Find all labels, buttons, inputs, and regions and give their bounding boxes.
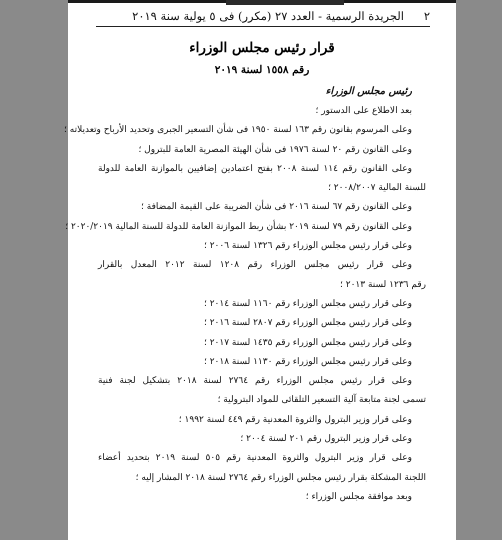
preamble-line: بعد الاطلاع على الدستور ؛ (315, 106, 412, 116)
preamble-line: وعلى قرار رئيس مجلس الوزراء رقم ١٢٠٨ لسنة ٢٠١٢ المعدل بالقرار (98, 260, 412, 271)
preamble-line: وعلى قرار وزير البترول والثروة المعدنية رقم ٤٤٩ لسنة ١٩٩٢ ؛ (178, 414, 412, 425)
preamble-line: وعلى القانون رقم ٦٧ لسنة ٢٠١٦ فى شأن الضريبة على القيمة المضافة ؛ (141, 202, 412, 213)
preamble-line: وعلى قرار رئيس مجلس الوزراء رقم ١٤٣٥ لسنة ٢٠١٧ ؛ (203, 337, 412, 348)
preamble-line-continuation: اللجنة المشكلة بقرار رئيس مجلس الوزراء رقم ٢٧٦٤ لسنة ٢٠١٨ المشار إليه ؛ (135, 472, 426, 483)
overlay-banner (226, 0, 344, 5)
preamble-line: وعلى القانون رقم ٧٩ لسنة ٢٠١٩ بشأن ربط الموازنة العامة للدولة للسنة المالية ٢٠٢٠/٢٠١٩ ؛ (65, 221, 412, 232)
decree-title: قرار رئيس مجلس الوزراء (189, 40, 335, 56)
gazette-issue-line: الجريدة الرسمية - العدد ٢٧ (مكرر) فى ٥ يولية سنة ٢٠١٩ (132, 9, 404, 23)
issuing-authority: رئيس مجلس الوزراء (325, 86, 412, 97)
preamble-line-continuation: تسمى لجنة متابعة آلية التسعير التلقائى للمواد البترولية ؛ (217, 395, 426, 406)
page-number: ٢ (423, 9, 430, 23)
running-header (88, 8, 430, 24)
preamble-line: وبعد موافقة مجلس الوزراء ؛ (305, 491, 412, 502)
preamble-line: وعلى قرار وزير البترول رقم ٢٠١ لسنة ٢٠٠٤ ؛ (240, 434, 412, 445)
decree-body (64, 82, 426, 507)
header-divider (96, 26, 430, 27)
preamble-line: وعلى القانون رقم ١١٤ لسنة ٢٠٠٨ بفتح اعتمادين إضافيين بالموازنة العامة للدولة (98, 163, 412, 174)
preamble-line: وعلى القانون رقم ٢٠ لسنة ١٩٧٦ فى شأن الهيئة المصرية العامة للبترول ؛ (138, 144, 412, 155)
preamble-line-continuation: رقم ١٢٣٦ لسنة ٢٠١٣ ؛ (340, 279, 426, 290)
preamble-line: وعلى قرار رئيس مجلس الوزراء رقم ٢٨٠٧ لسنة ٢٠١٦ ؛ (203, 318, 412, 329)
gazette-page (64, 0, 456, 540)
preamble-line-continuation: للسنة المالية ٢٠٠٨/٢٠٠٧ ؛ (328, 183, 426, 194)
preamble-line: وعلى قرار رئيس مجلس الوزراء رقم ١١٦٠ لسنة ٢٠١٤ ؛ (203, 298, 412, 309)
preamble-line: وعلى قرار رئيس مجلس الوزراء رقم ١١٣٠ لسنة ٢٠١٨ ؛ (203, 356, 412, 367)
preamble-line: وعلى قرار وزير البترول والثروة المعدنية رقم ٥٠٥ لسنة ٢٠١٩ بتحديد أعضاء (98, 453, 412, 464)
preamble-line: وعلى المرسوم بقانون رقم ١٦٣ لسنة ١٩٥٠ فى شأن التسعير الجبرى وتحديد الأرباح وتعديلاته ؛ (64, 125, 412, 136)
decree-number: رقم ١٥٥٨ لسنة ٢٠١٩ (214, 64, 310, 76)
preamble-line: وعلى قرار رئيس مجلس الوزراء رقم ١٣٢٦ لسنة ٢٠٠٦ ؛ (203, 241, 412, 252)
preamble-line: وعلى قرار رئيس مجلس الوزراء رقم ٢٧٦٤ لسنة ٢٠١٨ بتشكيل لجنة فنية (98, 376, 412, 387)
